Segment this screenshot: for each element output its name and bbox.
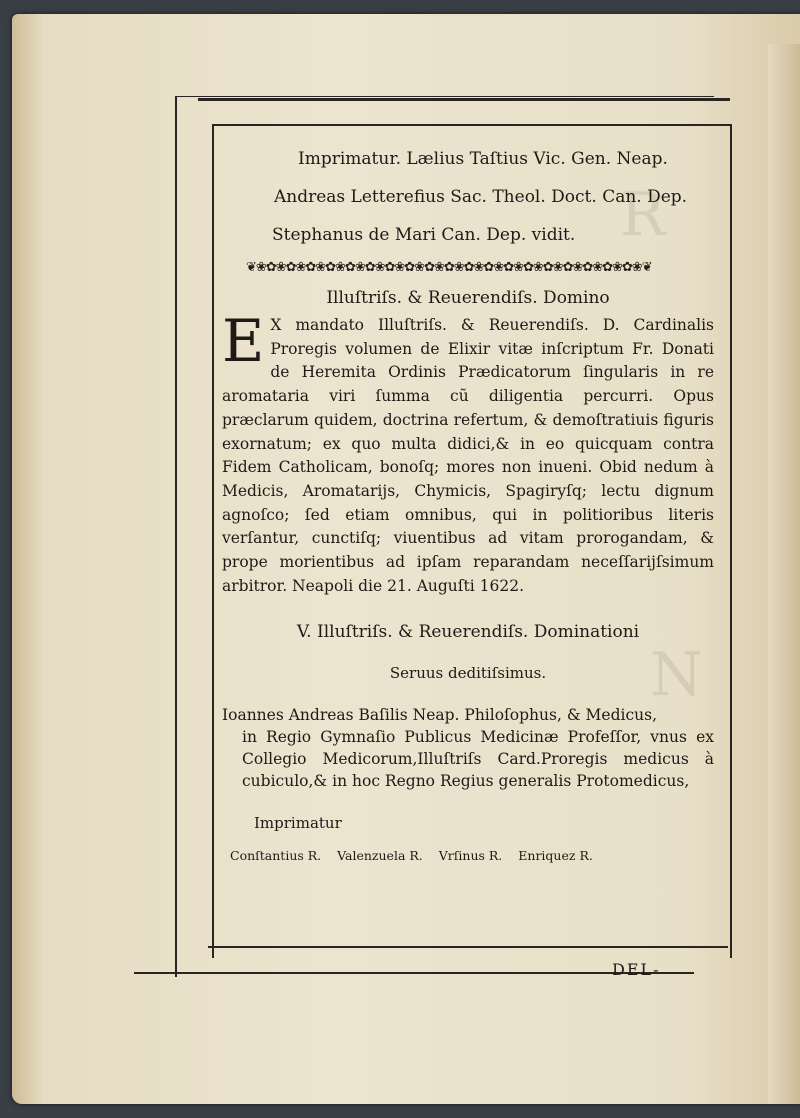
signatory-name: Enriquez R.: [518, 848, 593, 864]
drop-cap: E: [222, 307, 265, 375]
page-content: [222, 140, 714, 863]
signatory-name: Vrſinus R.: [438, 848, 503, 864]
bottom-rule: [208, 946, 728, 948]
signature-block: [222, 704, 714, 792]
right-page-edge: [768, 44, 800, 1104]
imprimatur-final: Imprimatur: [254, 814, 342, 833]
imprimatur-line: Stephanus de Mari Can. Dep. vidit.: [272, 225, 576, 245]
approbation-text: [222, 307, 714, 598]
signature-rest: in Regio Gymnaſio Publicus Medicinæ Profeſſor, vnus ex Collegio Medicorum,Illuſtriſs Card.Proregis medicus à cubiculo,& in hoc Regno Regius generalis Protomedicus,: [242, 728, 714, 791]
signatory-name: Valenzuela R.: [337, 848, 423, 864]
imprimatur-line: Andreas Letterefius Sac. Theol. Doct. Can. Dep.: [274, 187, 688, 207]
imprimatur-block: [222, 140, 714, 254]
show-through-ink: R: [620, 180, 666, 250]
dedication-heading: Illuſtriſs. & Reuerendiſs. Domino: [326, 288, 610, 308]
show-through-ink: N: [650, 640, 703, 710]
closing-salutation: V. Illuſtriſs. & Reuerendiſs. Dominationi: [296, 622, 640, 643]
signatories: [230, 848, 714, 863]
approbation-body: X mandato Illuſtriſs. & Reuerendiſs. D. Cardinalis Proregis volumen de Elixir vitæ inſcriptum Fr. Donati de Heremita Ordinis Prædicatorum ſingularis in re aromataria viri ſumma cũ diligentia percurri. Opus præclarum quidem, doctrina refertum, & demoſtratiuis figuris exornatum; ex quo multa didici,& in eo quicquam contra Fidem Catholicam, bonoſq; mores non inueni. Obid nedum à Medicis, Aromatarijs, Chymicis, Spagiryſq; lectu dignum agnoſco; ſed etiam omnibus, qui in politioribus literis verſantur, cunctiſq; viuentibus ad vitam prorogandam, & prope morientibus ad ipſam reparandam neceſſarijſsimum arbitror. Neapoli die 21. Auguſti 1622.: [222, 316, 714, 595]
servus-line: Seruus deditiſsimus.: [389, 664, 547, 683]
signatory-name: Conſtantius R.: [230, 848, 322, 864]
imprimatur-line: Imprimatur. Lælius Taſtius Vic. Gen. Neap.: [298, 149, 668, 169]
signature-first-line: Ioannes Andreas Baſilis Neap. Philoſophus, & Medicus,: [222, 706, 658, 725]
ornamental-band: ❦❀✿❀✿❀✿❀✿❀✿❀✿❀✿❀✿❀✿❀✿❀✿❀✿❀✿❀✿❀✿❀✿❀✿❀✿❀✿❀❦: [246, 260, 652, 275]
catchword: DEL-: [612, 960, 661, 979]
bottom-rule-outer: [134, 972, 694, 974]
top-rule: [198, 98, 730, 101]
